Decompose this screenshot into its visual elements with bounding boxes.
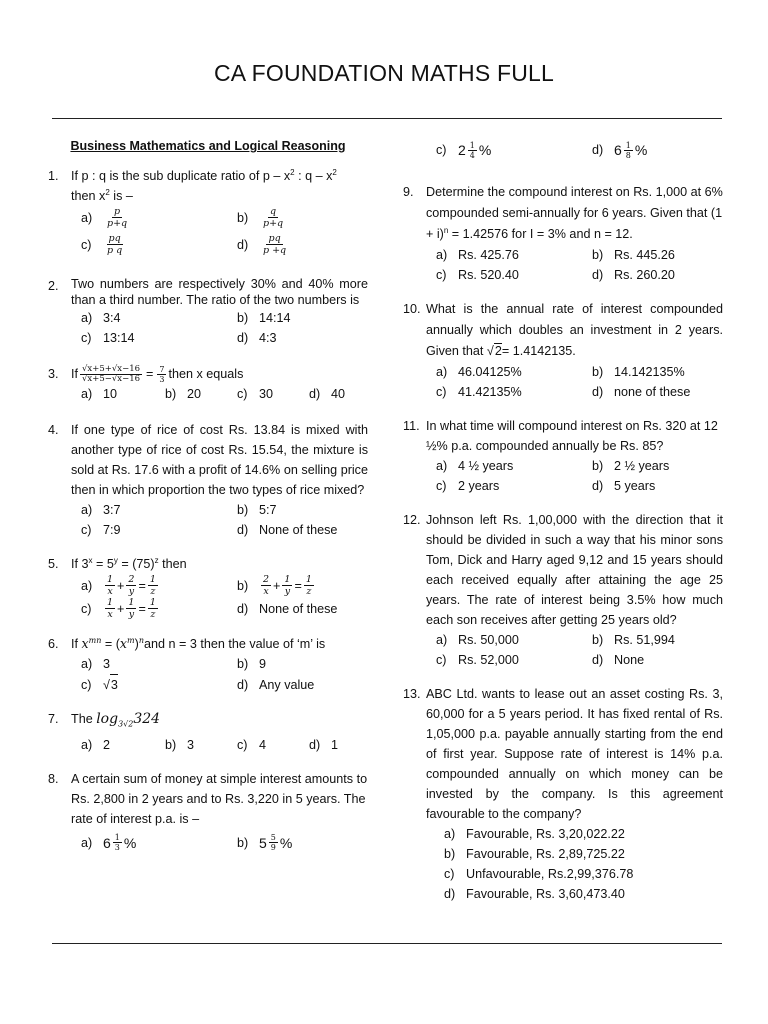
option-b[interactable]: b) Rs. 51,994	[592, 633, 675, 647]
question-9	[403, 182, 723, 285]
option-d[interactable]: d) None	[592, 653, 645, 667]
option-a[interactable]: a) Rs. 425.76	[436, 248, 519, 262]
question-3	[48, 364, 368, 404]
question-number: 2.	[48, 279, 59, 293]
option-a[interactable]: a) 4 ½ years	[436, 458, 514, 473]
option-b[interactable]: b) Rs. 445.26	[592, 248, 675, 262]
option-d[interactable]: d) 4:3	[237, 331, 277, 345]
question-number: 7.	[48, 712, 59, 726]
option-grid	[436, 456, 723, 496]
option-d[interactable]: d) Favourable, Rs. 3,60,473.40	[444, 887, 625, 901]
option-list	[426, 824, 723, 904]
question-text: In what time will compound interest on Rs. 320 at 12 ½% p.a. compounded annually be Rs. 85?	[426, 419, 718, 453]
option-b[interactable]: b) 5:7	[237, 503, 277, 517]
option-c[interactable]: c) $\frac{1}{x}$ + $\frac{1}{y}$ = $\frac{1}{z}$	[81, 597, 156, 620]
question-13	[403, 684, 723, 904]
question-number: 11.	[403, 419, 420, 433]
question-text: If $3^x = 5^y = (75)^z$ then	[71, 555, 187, 571]
question-7	[48, 709, 368, 755]
question-text: ABC Ltd. wants to lease out an asset costing Rs. 3, 60,000 for a 5 years period. It has fixed rental of Rs. 1,05,000 p.a. payable annually starting from the end of first year. Suppose rate of interest is 14% p.a. compounded annually on which money can be invested by the company. Is this agreement favourable to the company?	[426, 687, 723, 821]
question-text: If p : q is the sub duplicate ratio of p – $x^2$ : q – $x^2$	[71, 167, 337, 183]
question-text: A certain sum of money at simple interest amounts to Rs. 2,800 in 2 years and to Rs. 3,220 in 5 years. The rate of interest p.a. is –	[71, 771, 368, 826]
option-c[interactable]: c) Rs. 520.40	[436, 268, 519, 282]
question-number: 1.	[48, 169, 59, 183]
option-b[interactable]: b) 14.142135%	[592, 365, 685, 379]
option-c[interactable]: c) 7:9	[81, 523, 121, 537]
question-number: 3.	[48, 367, 59, 381]
option-b[interactable]: b) 3	[165, 737, 195, 752]
option-b[interactable]: b) $\frac{q}{p+q}$	[237, 206, 284, 229]
option-d[interactable]: d) Any value	[237, 677, 315, 692]
question-12	[403, 510, 723, 670]
page-title: CA FOUNDATION MATHS FULL	[213, 60, 555, 86]
option-c[interactable]: c) 13:14	[81, 331, 135, 345]
question-number: 13.	[403, 687, 421, 701]
right-column	[403, 140, 723, 918]
option-d[interactable]: d) 1	[309, 737, 339, 752]
question-number: 10.	[403, 302, 421, 316]
option-grid	[436, 630, 723, 670]
option-a[interactable]: a) 2	[81, 737, 111, 752]
question-number: 6.	[48, 637, 59, 651]
option-a[interactable]: a) Favourable, Rs. 3,20,022.22	[444, 827, 625, 841]
option-a[interactable]: a) 3	[81, 657, 111, 671]
option-d[interactable]: d) 40	[309, 387, 346, 401]
question-10	[403, 299, 723, 402]
option-b[interactable]: b) 9	[237, 657, 267, 671]
question-text: If $x^{mn} = (x^m)^nand$ n = 3 then the value of ‘m’ is	[71, 635, 326, 651]
option-c[interactable]: c) 4	[237, 737, 267, 752]
option-grid	[81, 574, 368, 620]
option-c[interactable]: c) 2 $\frac{1}{4}$ %	[436, 140, 492, 160]
option-b[interactable]: b) 20	[165, 387, 202, 401]
option-c[interactable]: c) Unfavourable, Rs.2,99,376.78	[444, 867, 634, 881]
question-number: 8.	[48, 771, 59, 786]
option-a[interactable]: a) 46.04125%	[436, 365, 522, 379]
question-5	[48, 554, 368, 620]
option-c[interactable]: c) √ 3	[81, 674, 237, 695]
question-text-2: then $x^2$ is –	[71, 187, 133, 203]
option-d[interactable]: d) $\frac{pq}{p +q}$	[237, 233, 287, 256]
question-8	[48, 769, 368, 853]
option-grid	[81, 206, 368, 256]
option-c[interactable]: c) 2 years	[436, 478, 500, 493]
option-grid	[81, 833, 368, 853]
option-d[interactable]: d) none of these	[592, 385, 691, 399]
option-a[interactable]: a) 3:7	[81, 503, 121, 517]
option-c[interactable]: c) $\frac{pq}{\text{p q}}$	[81, 233, 123, 256]
option-grid	[81, 500, 368, 540]
question-11	[403, 416, 723, 496]
option-b[interactable]: b) 5 $\frac{5}{9}$ %	[237, 833, 293, 853]
question-number: 5.	[48, 557, 59, 571]
option-grid	[81, 308, 368, 348]
option-grid	[436, 245, 723, 285]
option-a[interactable]: a) $\frac{p}{p+q}$	[81, 206, 128, 229]
left-column	[48, 136, 368, 867]
question-8-options-continued	[436, 140, 723, 160]
option-d[interactable]: d) Rs. 260.20	[592, 268, 675, 282]
option-a[interactable]: a) Rs. 50,000	[436, 633, 519, 647]
question-text: Johnson left Rs. 1,00,000 with the direction that it should be divided in such a way that his minor sons Tom, Dick and Harry aged 9,12 and 15 years should each received equally after attaining the age 25 years. The rate of interest being 3.5% how much each son receives after getting 25 years old?	[426, 513, 723, 627]
top-divider	[52, 118, 722, 119]
option-d[interactable]: d) None of these	[237, 523, 338, 537]
option-d[interactable]: d) None of these	[237, 601, 338, 616]
question-text: If $\frac{√x+5+√x-16}{√x+5-√x-16}$ = $\frac{7}{3}$ then x equals	[71, 363, 244, 384]
question-2	[48, 276, 368, 348]
option-a[interactable]: a) 6 $\frac{1}{3}$ %	[81, 833, 137, 853]
option-b[interactable]: b) $\frac{2}{x}$ + $\frac{1}{y}$ = $\frac{1}{z}$	[237, 574, 312, 597]
option-a[interactable]: a) 3:4	[81, 311, 121, 325]
option-a[interactable]: a) 10	[81, 387, 118, 401]
section-heading: Business Mathematics and Logical Reasoning	[70, 139, 346, 153]
bottom-divider	[52, 943, 722, 944]
question-number: 12.	[403, 513, 421, 527]
option-b[interactable]: b) 2 ½ years	[592, 458, 670, 473]
question-text: What is the annual rate of interest compounded annually which doubles an investment in 2 years. Given that √2= 1.4142135.	[426, 302, 723, 358]
question-text: Two numbers are respectively 30% and 40% more than a third number. The ratio of the two numbers is	[71, 277, 368, 307]
option-c[interactable]: c) Rs. 52,000	[436, 653, 519, 667]
question-text: Determine the compound interest on Rs. 1,000 at 6% compounded semi-annually for 6 years. Given that $(1 + i)^n = 1.42576$ for I = 3% and n = 12.	[426, 185, 723, 241]
option-c[interactable]: c) 30	[237, 387, 274, 401]
option-grid	[81, 654, 368, 695]
option-a[interactable]: a) $\frac{1}{x}$ + $\frac{2}{y}$ = $\frac{1}{z}$	[81, 574, 156, 597]
option-row	[81, 384, 379, 404]
option-grid	[436, 362, 723, 402]
question-1	[48, 166, 368, 256]
question-text: If one type of rice of cost Rs. 13.84 is mixed with another type of rice of cost Rs. 15.54, the mixture is sold at Rs. 17.6 with a profit of 14.6% on selling price then in which proportion the two types of rice mixed?	[71, 423, 368, 497]
option-d[interactable]: d) 6 $\frac{1}{8}$ %	[592, 140, 648, 160]
question-number: 4.	[48, 423, 59, 437]
option-d[interactable]: d) 5 years	[592, 478, 656, 493]
option-row	[81, 735, 379, 755]
question-number: 9.	[403, 185, 414, 199]
question-4	[48, 420, 368, 540]
option-c[interactable]: c) 41.42135%	[436, 385, 522, 399]
question-text: The $\log_{3√2}324$	[71, 711, 161, 729]
option-b[interactable]: b) Favourable, Rs. 2,89,725.22	[444, 847, 625, 861]
question-6	[48, 634, 368, 695]
option-b[interactable]: b) 14:14	[237, 311, 291, 325]
